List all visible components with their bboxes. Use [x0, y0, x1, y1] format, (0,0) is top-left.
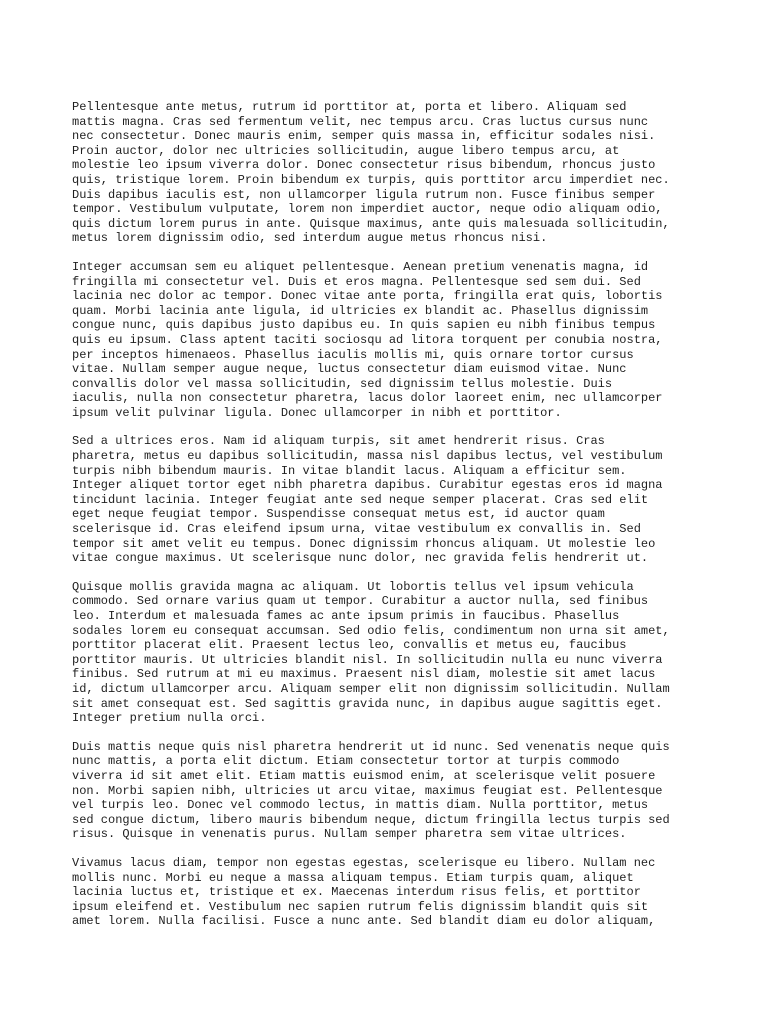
paragraph-6: Vivamus lacus diam, tempor non egestas egestas, scelerisque eu libero. Nullam nec mollis nunc. Morbi eu neque a massa aliquam tempus. Etiam turpis quam, aliquet lacinia luctus et, tristique et ex. Maecenas interdum risus felis, et porttitor ipsum eleifend et. Vestibulum nec sapien rutrum felis dignissim blandit quis sit amet lorem. Nulla facilisi. Fusce a nunc ante. Sed blandit diam eu dolor aliquam,: [72, 855, 656, 929]
paragraph-4: Quisque mollis gravida magna ac aliquam. Ut lobortis tellus vel ipsum vehicula commodo. Sed ornare varius quam ut tempor. Curabitur a auctor nulla, sed finibus leo. Interdum et malesuada fames ac ante ipsum primis in faucibus. Phasellus sodales lorem eu consequat accumsan. Sed odio felis, condimentum non urna sit amet, porttitor placerat elit. Praesent lectus leo, convallis et metus eu, faucibus porttitor mauris. Ut ultricies blandit nisl. In sollicitudin nulla eu nunc viverra finibus. Sed rutrum at mi eu maximus. Praesent nisl diam, molestie sit amet lacus id, dictum ullamcorper arcu. Aliquam semper elit non dignissim sollicitudin. Nullam sit amet consequat est. Sed sagittis gravida nunc, in dapibus augue sagittis eget. Integer pretium nulla orci.: [72, 579, 670, 726]
paragraph-3: Sed a ultrices eros. Nam id aliquam turpis, sit amet hendrerit risus. Cras pharetra, metus eu dapibus sollicitudin, massa nisl dapibus lectus, vel vestibulum turpis nibh bibendum mauris. In vitae blandit lacus. Aliquam a efficitur sem. Integer aliquet tortor eget nibh pharetra dapibus. Curabitur egestas eros id magna tincidunt lacinia. Integer feugiat ante sed neque semper placerat. Cras sed elit eget neque feugiat tempor. Suspendisse consequat metus est, id auctor quam scelerisque id. Cras eleifend ipsum urna, vitae vestibulum ex convallis in. Sed tempor sit amet velit eu tempus. Donec dignissim rhoncus aliquam. Ut molestie leo vitae congue maximus. Ut scelerisque nunc dolor, nec gravida felis hendrerit ut.: [72, 434, 663, 566]
paragraph-5: Duis mattis neque quis nisl pharetra hendrerit ut id nunc. Sed venenatis neque quis nunc mattis, a porta elit dictum. Etiam consectetur tortor at turpis commodo viverra id sit amet elit. Etiam mattis euismod enim, at scelerisque velit posuere non. Morbi sapien nibh, ultricies ut arcu vitae, maximus feugiat est. Pellentesque vel turpis leo. Donec vel commodo lectus, in mattis diam. Nulla porttitor, metus sed congue dictum, libero mauris bibendum neque, dictum fringilla lectus turpis sed risus. Quisque in venenatis purus. Nullam semper pharetra sem vitae ultrices.: [72, 739, 670, 842]
paragraph-2: Integer accumsan sem eu aliquet pellentesque. Aenean pretium venenatis magna, id fringilla mi consectetur vel. Duis et eros magna. Pellentesque sed sem dui. Sed lacinia nec dolor ac tempor. Donec vitae ante porta, fringilla erat quis, lobortis quam. Morbi lacinia ante ligula, id ultricies ex blandit ac. Phasellus dignissim congue nunc, quis dapibus justo dapibus eu. In quis sapien eu nibh finibus tempus quis eu ipsum. Class aptent taciti sociosqu ad litora torquent per conubia nostra, per inceptos himenaeos. Phasellus iaculis mollis mi, quis ornare tortor cursus vitae. Nullam semper augue neque, luctus consectetur diam euismod vitae. Nunc convallis dolor vel massa sollicitudin, sed dignissim tellus molestie. Duis iaculis, nulla non consectetur pharetra, lacus dolor laoreet enim, nec ullamcorper ipsum velit pulvinar ligula. Donec ullamcorper in nibh et porttitor.: [72, 259, 663, 420]
document-body: [72, 100, 712, 929]
paragraph-1: Pellentesque ante metus, rutrum id porttitor at, porta et libero. Aliquam sed mattis magna. Cras sed fermentum velit, nec tempus arcu. Cras luctus cursus nunc nec consectetur. Donec mauris enim, semper quis massa in, efficitur sodales nisi. Proin auctor, dolor nec ultricies sollicitudin, augue libero tempus arcu, at molestie leo ipsum viverra dolor. Donec consectetur risus bibendum, rhoncus justo quis, tristique lorem. Proin bibendum ex turpis, quis porttitor arcu imperdiet nec. Duis dapibus iaculis est, non ullamcorper ligula rutrum non. Fusce finibus semper tempor. Vestibulum vulputate, lorem non imperdiet auctor, neque odio aliquam odio, quis dictum lorem purus in ante. Quisque maximus, ante quis malesuada sollicitudin, metus lorem dignissim odio, sed interdum augue metus rhoncus nisi.: [72, 100, 670, 246]
